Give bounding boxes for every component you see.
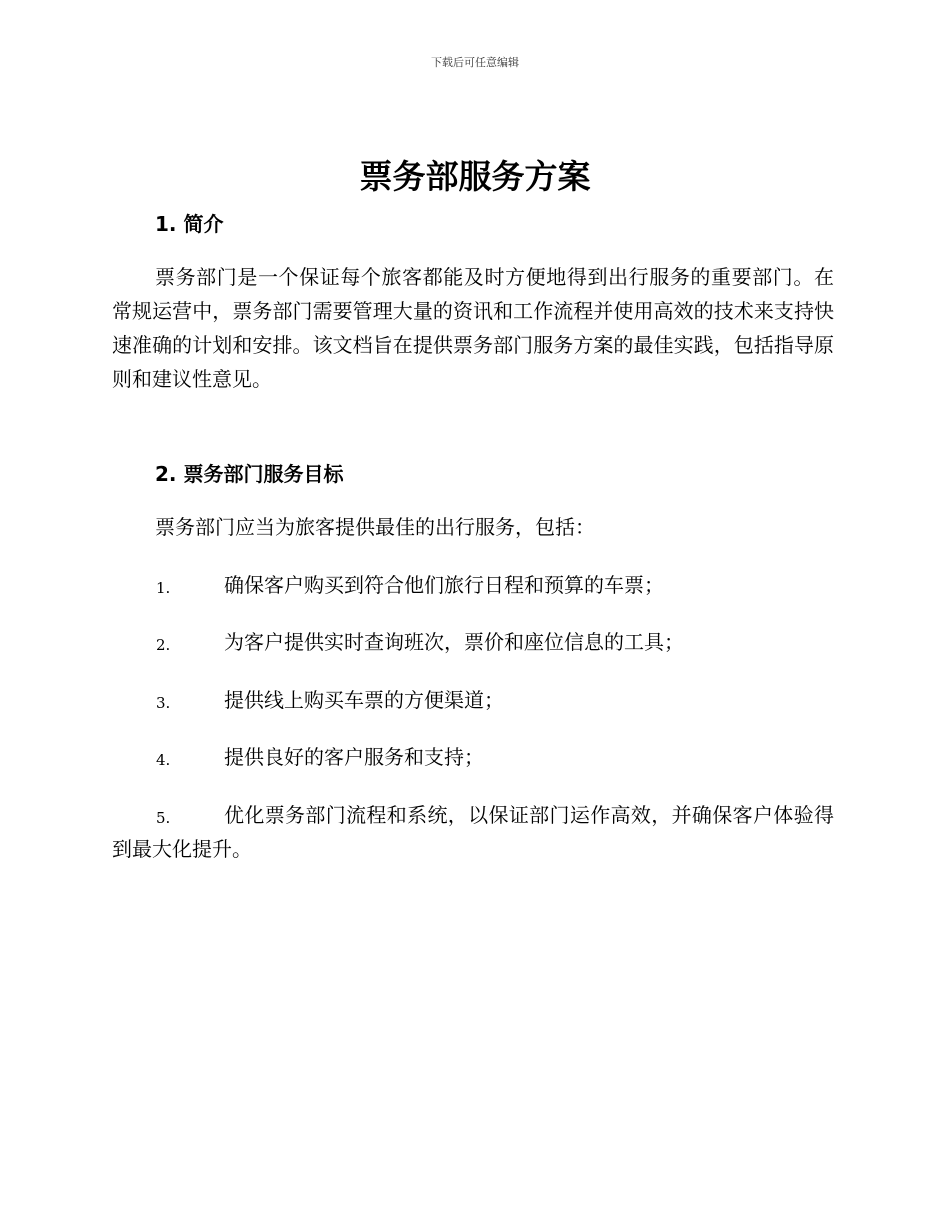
- list-item: [112, 740, 834, 774]
- list-item-text: 为客户提供实时查询班次，票价和座位信息的工具；: [224, 630, 684, 654]
- header-note: 下载后可任意编辑: [431, 56, 519, 69]
- list-item: [112, 798, 834, 866]
- list-item-text: 提供线上购买车票的方便渠道；: [224, 688, 504, 712]
- goals-paragraph: 票务部门应当为旅客提供最佳的出行服务，包括：: [155, 515, 595, 539]
- list-item-number: 4.: [156, 751, 171, 769]
- list-item-text: 提供良好的客户服务和支持；: [224, 745, 484, 769]
- list-item-text: 确保客户购买到符合他们旅行日程和预算的车票；: [224, 573, 664, 597]
- list-item: [112, 683, 834, 717]
- list-item: [112, 625, 834, 659]
- list-item: [112, 568, 834, 602]
- list-item-text: 优化票务部门流程和系统，以保证部门运作高效，并确保客户体验得到最大化提升。: [112, 803, 834, 861]
- list-item-number: 2.: [156, 636, 171, 654]
- intro-paragraph: 票务部门是一个保证每个旅客都能及时方便地得到出行服务的重要部门。在常规运营中，票务部门需要管理大量的资讯和工作流程并使用高效的技术来支持快速准确的计划和安排。该文档旨在提供票务部门服务方案的最佳实践，包括指导原则和建议性意见。: [112, 265, 834, 391]
- section-heading-intro: 1. 简介: [155, 212, 224, 236]
- list-item-number: 3.: [156, 694, 171, 712]
- list-item-number: 1.: [156, 579, 171, 597]
- list-item-number: 5.: [156, 809, 171, 827]
- document-title: 票务部服务方案: [359, 157, 591, 196]
- section-heading-goals: 2. 票务部门服务目标: [155, 462, 344, 486]
